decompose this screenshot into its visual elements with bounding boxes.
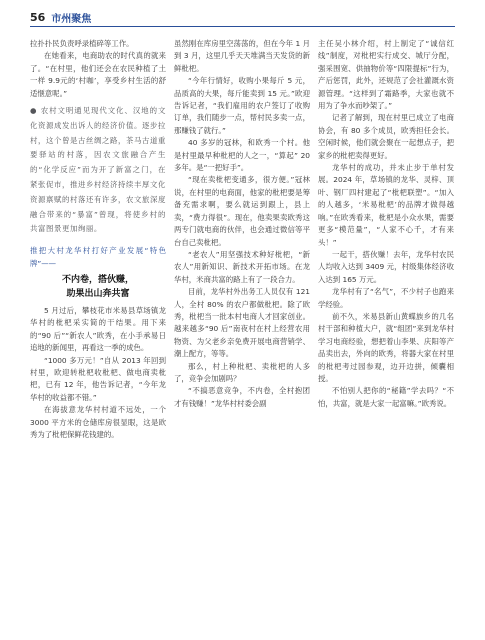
subhead-title	[30, 273, 166, 301]
paragraph: “今年行情好，收购小果每斤 5 元，品质高的大果，每斤能卖到 15 元。”欧迎告诉记者，“我们雇用的农户签订了收购订单，我们随步一点，帮村民多卖一点，那赚钱了就行。”	[174, 76, 310, 135]
subhead-label	[30, 245, 166, 270]
paragraph: “老农人”用坚强技术种好枇杷，“新农人”用新知识、新技术开拓市场。在龙华村，米商共富的路上有了一段合力。	[174, 249, 310, 284]
header-divider	[30, 26, 455, 27]
paragraph: “现在卖枇杷变通多，很方便。”冠林说，在村里的电商面，他家的枇杷要是筹备充需求啊，要么就运到跟上，县上卖，“费力得很”。现在，他卖果卖欧秀这两专门就电商的伙伴，也会通过微信等平台自己卖枇杷。	[174, 175, 310, 247]
subhead-label-prefix: 推把大村龙华村打好产业发展	[30, 246, 145, 256]
page-number: 56	[30, 10, 46, 24]
subhead-label-suffix: “特色牌”——	[30, 246, 166, 268]
pull-quote	[30, 104, 166, 237]
column-3	[318, 38, 454, 410]
paragraph: 5 月过后，攀枝花市米易县草场镇龙华村的枇杷采实简的干结果。用下来的“90 后”“新农人”欧秀，在小手承易日追地的新闻里，再看这一季的成色。	[30, 306, 166, 353]
subhead-title-line-2: 助果出山奔共富	[66, 289, 130, 300]
paragraph: 虽然刚在库房里空荡荡的，但在今年 1 月到 3 月，这里几乎天天堆满当天发货的新鲜枇杷。	[174, 39, 310, 73]
section-title: 市州聚焦	[51, 13, 92, 25]
paragraph: 记者了解到，现在村里已成立了电商协会，有 80 多个成员，欧秀担任会长。空闲时候，他们就会聚在一起想点子，把家乡的枇杷卖得更好。	[318, 113, 454, 160]
paragraph: 40 多岁的冠林，和欧秀一个村。他是村里最早种枇杷的人之一，“算起” 20 多年。是“一把好手”。	[174, 138, 310, 173]
paragraph: 主任吴小林介绍，村上制定了“诚信红线”制度，对枇杷实行成交、城厅分配，强采围宽、供抽物价等“四限提标”行为，产后惩罚，此外，还规范了会社灌溉水资源管理。“这样到了霜路季，大家也就不用为了争水而吵架了。”	[318, 39, 454, 111]
paragraph: 那么，村上种枇杷、卖枇杷的人多了，竞争会加剧吗？	[174, 361, 310, 383]
page-header	[30, 9, 91, 25]
paragraph: 在海拔意龙华村村道不远处，一个 3000 平方米的仓储库房很显眼，这是欧秀为了枇杷保鲜花钱建的。	[30, 405, 166, 440]
bullet-icon: ●	[30, 106, 41, 116]
paragraph: 目前，龙华村外出务工人员仅有 121 人，全村 80% 的农户都做枇杷。除了欧秀，枇杷当一批本村电商人才回家创业。越来越多“90 后”南夜村在村上经营农用物资、为父老乡亲免费开展电商营销学、潮上配方，等等。	[174, 287, 310, 359]
paragraph: 龙华村的成功，并未止步于单村发展。2024 年，草场镇的龙华、灵梓、顶叶、钢厂四村建起了“枇杷联塑”。“加入的人越多，‘米易枇杷’的品牌才做得越响。”在欧秀看来，枇杷是小众水果，需要更多“模范量”，“人家不心千，才有来头！”	[318, 163, 454, 247]
subhead-title-line-1: 不内卷，搭伙赚，	[61, 275, 134, 286]
column-1	[30, 38, 166, 441]
paragraph: 龙华村有了“名气”，不少村子也跑来学经验。	[318, 287, 454, 309]
pull-quote-text: 农村文明通见现代文化、汉地的文化资源成发出诉人的经济价值。逐步拉村，这个曾是古丝绸之路，茶马古道重要驿站的村落，因农文旅融合产生的“化学反应”而为开了新富之门，在紧张促市，推进乡村经济持续丰厚文化资源禀赋的村落还有许多，农文旅深度融合带来的“暴富”曾现，将使乡村的共富图景更加绚丽。	[30, 106, 166, 234]
paragraph: 前不久，米易县新山黄蝶族乡的几名村干部和种植大户，就“组团”来到龙华村学习电商经验，想把着山李果、庆阳等产品卖出去，外向的欧秀，将器大家在村里的枇杷考过园参观，边开边拼，倾囊相授。	[318, 311, 454, 383]
column-2	[174, 38, 310, 410]
paragraph: “1000 多万元！”自从 2013 年回到村里，欧迎转枇杷收枇杷、做电商卖枇杷，已有 12 年，他告诉记者，“今年龙华村的收益都不错。”	[30, 355, 166, 402]
paragraph: 在她看来，电商助农的时代真的就来了。“在村里，他们还会在农民种植了土一样 9.9元的‘村咖’，享受乡村生活的舒适惬意呢。”	[30, 51, 166, 98]
paragraph: “不搞恶意竞争，不内卷，全村抱团才有钱赚！”龙华村村委会副	[174, 386, 310, 408]
paragraph: 拉扑扑民负责呼录植碎等工作。	[30, 39, 134, 48]
paragraph: 一起干，搭伙赚！去年，龙华村农民人均收入达到 3409 元，村级集体经济收入达到 165 万元。	[318, 249, 454, 284]
paragraph: 不怕别人把你的“秘籍”学去吗？“不怕，共富，就是大家一起富嘛。”欧秀说。	[318, 386, 454, 408]
